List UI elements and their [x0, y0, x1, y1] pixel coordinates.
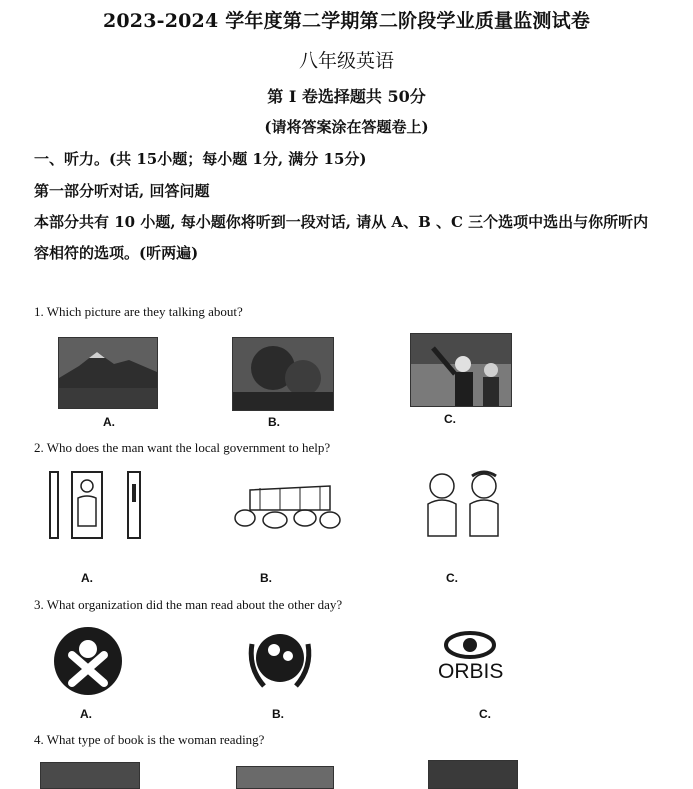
- exam-subject: 八年级英语: [298, 50, 394, 72]
- q3-option-b-label: B.: [272, 707, 284, 721]
- crowd-drawing: [230, 480, 342, 530]
- q2-option-c-label: C.: [446, 571, 458, 585]
- q2-option-c-picture[interactable]: [420, 468, 508, 540]
- question-3: 3. What organization did the man read about the other day?: [34, 597, 343, 612]
- answer-note: (请将答案涂在答题卷上): [264, 118, 429, 136]
- q3-option-b-logo[interactable]: [244, 624, 316, 698]
- q1-option-c-label: C.: [444, 412, 456, 426]
- person-at-door-drawing: [48, 470, 148, 542]
- q2-option-a-label: A.: [81, 571, 93, 585]
- oxfam-logo-icon: [52, 625, 124, 697]
- people-pointing-image: [411, 334, 511, 406]
- question-1: 1. Which picture are they talking about?: [34, 304, 243, 319]
- q2-option-b-label: B.: [260, 571, 272, 585]
- question-2: 2. Who does the man want the local government to help?: [34, 440, 331, 455]
- q3-option-c-label: C.: [479, 707, 491, 721]
- forest-scene-image: [233, 338, 333, 410]
- q1-option-c-picture[interactable]: [410, 333, 512, 407]
- eye-icon: [440, 630, 500, 660]
- unicef-logo-icon: [244, 624, 316, 698]
- two-people-talking-drawing: [420, 468, 508, 540]
- q4-option-b-picture[interactable]: [236, 766, 334, 789]
- q2-option-b-picture[interactable]: [230, 480, 342, 530]
- part-heading: 一、听力。(共 15小题；每小题 1分, 满分 15分): [34, 150, 367, 168]
- q4-option-a-picture[interactable]: [40, 762, 140, 789]
- q2-option-a-picture[interactable]: [48, 470, 148, 542]
- q4-option-c-picture[interactable]: [428, 760, 518, 789]
- instruction-line-1: 本部分共有 10 小题, 每小题你将听到一段对话, 请从 A、B 、C 三个选项中选出与你所听内: [34, 213, 649, 231]
- question-4: 4. What type of book is the woman reading?: [34, 732, 265, 747]
- orbis-logo-text: ORBIS: [438, 660, 504, 683]
- q3-option-a-label: A.: [80, 707, 92, 721]
- q1-option-a-label: A.: [103, 415, 115, 429]
- q1-option-b-label: B.: [268, 415, 280, 429]
- instruction-line-2: 容相符的选项。(听两遍): [34, 244, 199, 262]
- exam-title: 2023-2024 学年度第二学期第二阶段学业质量监测试卷: [102, 10, 591, 32]
- part-subheading: 第一部分听对话, 回答问题: [34, 182, 210, 200]
- section-title: 第 I 卷选择题共 50分: [267, 87, 426, 106]
- q3-option-a-logo[interactable]: [52, 625, 124, 697]
- q1-option-b-picture[interactable]: [232, 337, 334, 411]
- mountain-landscape-image: [59, 338, 157, 408]
- q1-option-a-picture[interactable]: [58, 337, 158, 409]
